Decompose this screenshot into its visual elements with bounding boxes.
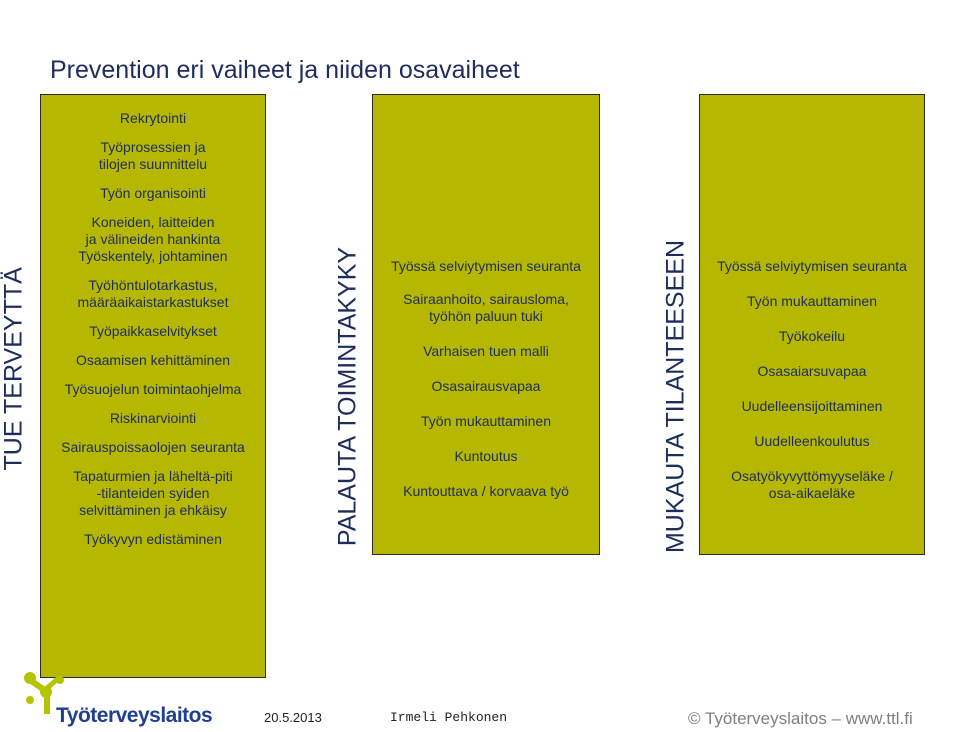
column3-item-5: Uudelleensijoittaminen <box>741 398 883 414</box>
column2-item-6: Kuntoutus <box>454 448 518 464</box>
column3-item-6: Uudelleenkoulutus <box>754 433 870 449</box>
column1-item-4: Koneiden, laitteiden ja välineiden hankinta <box>85 214 221 247</box>
column1-item-2: Työprosessien ja tilojen suunnittelu <box>98 139 208 172</box>
column1-item-12: Tapaturmien ja läheltä-piti -tilanteiden syiden selvittäminen ja ehkäisy <box>73 468 233 518</box>
column1-item-13: Työkyvyn edistäminen <box>84 531 222 547</box>
column1-item-3: Työn organisointi <box>100 185 206 201</box>
column1-item-10: Riskinarviointi <box>109 410 197 426</box>
column3-item-2: Työn mukauttaminen <box>747 293 877 309</box>
column2-item-3: Varhaisen tuen malli <box>423 343 549 359</box>
footer-author: Irmeli Pehkonen <box>390 710 508 725</box>
column2-item-1: Työssä selviytymisen seuranta <box>391 258 581 274</box>
column1-item-7: Työpaikkaselvitykset <box>89 323 217 339</box>
column1-item-9: Työsuojelun toimintaohjelma <box>64 381 242 397</box>
column2-item-5: Työn mukauttaminen <box>421 413 551 429</box>
column3-item-7: Osatyökyvyttömyyseläke / osa-aikaeläke <box>731 468 893 501</box>
column2-item-2: Sairaanhoito, sairausloma, työhön paluun tuki <box>403 291 569 324</box>
column3-item-3: Työkokeilu <box>778 328 846 344</box>
column3-item-4: Osasaiarsuvapaa <box>757 363 867 379</box>
column1-item-5: Työskentely, johtaminen <box>78 248 228 264</box>
column1-item-8: Osaamisen kehittäminen <box>75 352 231 368</box>
footer-copyright: © Työterveyslaitos – www.ttl.fi <box>688 709 913 728</box>
ttl-logo-text: Työterveyslaitos <box>56 704 213 727</box>
slide-title: Prevention eri vaiheet ja niiden osavaiheet <box>50 56 520 84</box>
column-adapt-box <box>699 94 925 555</box>
column-prevention-box <box>40 94 266 678</box>
vertical-label-restore-ability: PALAUTA TOIMINTAKYKY <box>333 246 362 547</box>
column1-item-6: Työhöntulotarkastus, määräaikaistarkastukset <box>77 277 229 310</box>
column-restore-box <box>372 94 600 555</box>
vertical-label-adapt-situation: MUKAUTA TILANTEESEEN <box>661 239 690 554</box>
column1-item-11: Sairauspoissaolojen seuranta <box>61 439 245 455</box>
footer-date: 20.5.2013 <box>264 710 322 725</box>
column1-item-1: Rekrytointi <box>119 110 187 126</box>
column3-item-1: Työssä selviytymisen seuranta <box>717 258 907 274</box>
vertical-label-support-health: TUE TERVEYTTÄ <box>0 267 28 471</box>
column2-item-7: Kuntouttava / korvaava työ <box>403 483 569 499</box>
column2-item-4: Osasairausvapaa <box>431 378 541 394</box>
